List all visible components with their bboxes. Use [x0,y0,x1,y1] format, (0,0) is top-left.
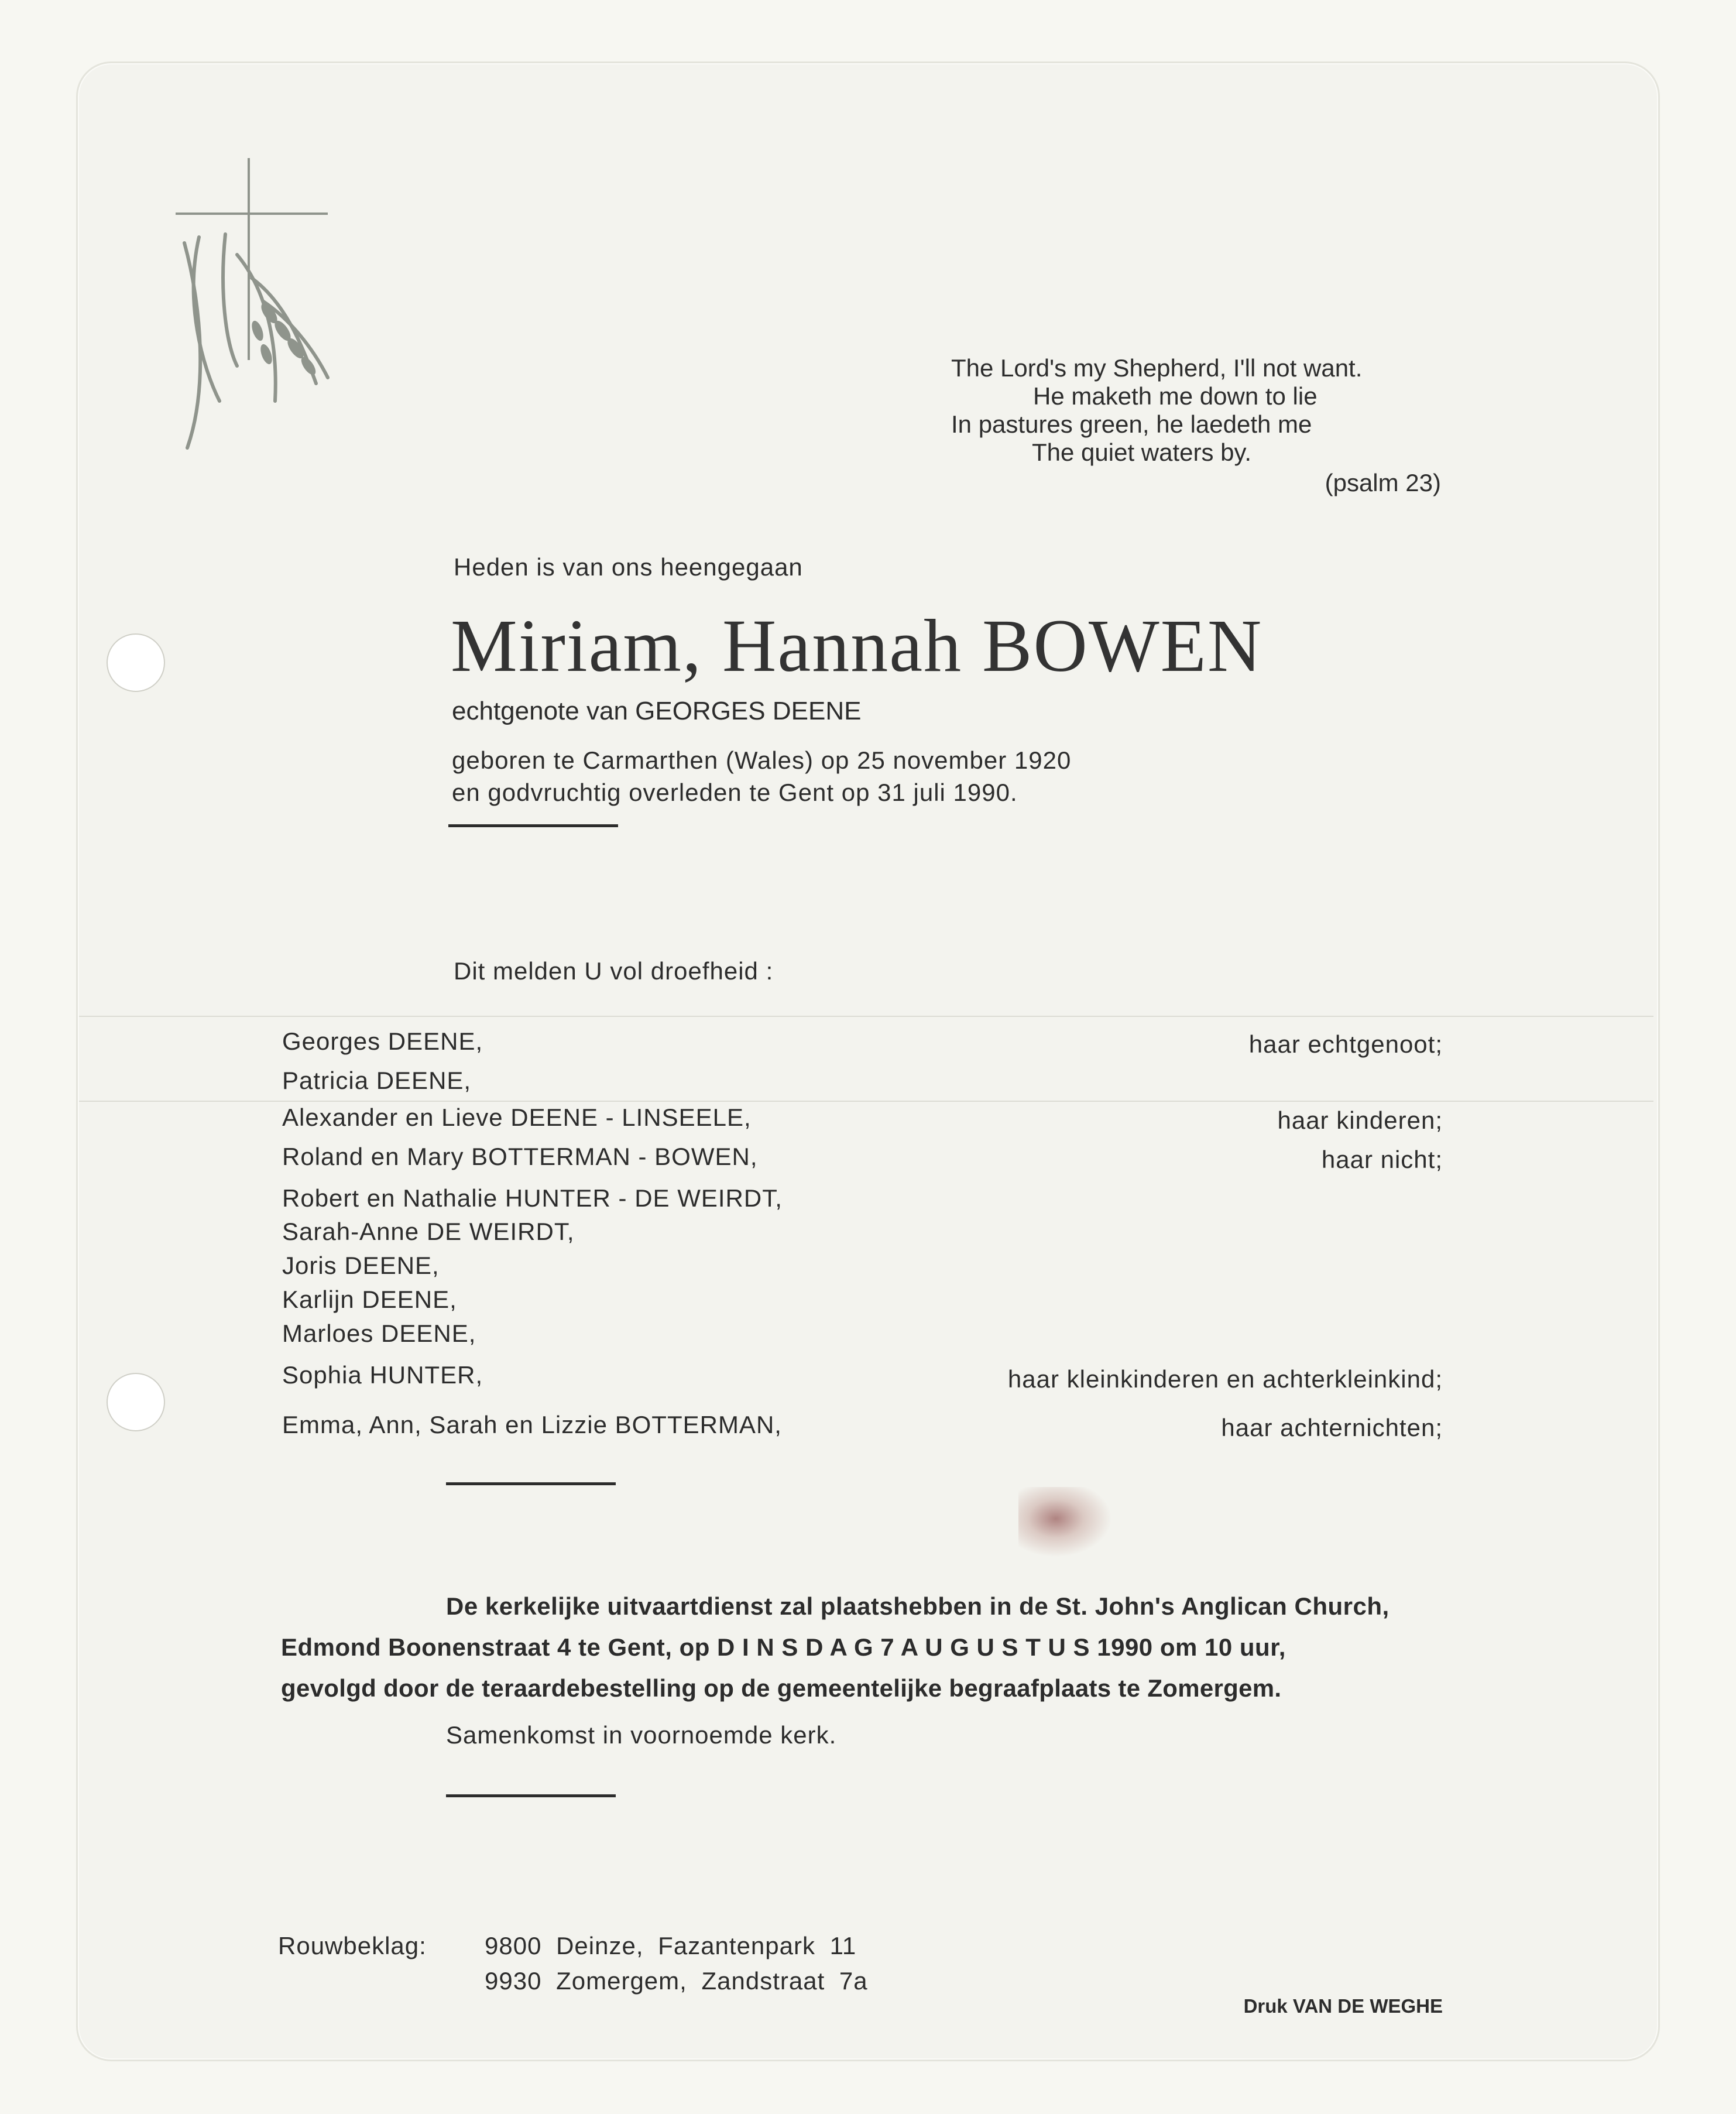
family-name: Sarah-Anne DE WEIRDT, [282,1218,575,1245]
family-name: Robert en Nathalie HUNTER - DE WEIRDT, [282,1184,783,1212]
printer-credit: Druk VAN DE WEGHE [1243,1995,1443,2017]
family-name: Alexander en Lieve DEENE - LINSEELE, [282,1104,752,1131]
verse-line: In pastures green, he laedeth me [951,410,1312,438]
announce-text: Dit melden U vol droefheid : [454,957,774,985]
died-line: en godvruchtig overleden te Gent op 31 juli 1990. [452,779,1018,806]
family-name: Karlijn DEENE, [282,1286,457,1313]
family-relation: haar kleinkinderen en achterkleinkind; [1007,1365,1443,1393]
deceased-name: Miriam, Hannah BOWEN [451,604,1263,687]
cross-with-wheat-icon [149,155,360,460]
divider-rule [446,1482,616,1485]
verse-line: The Lord's my Shepherd, I'll not want. [951,354,1363,382]
intro-text: Heden is van ons heengegaan [454,553,803,581]
condolence-label: Rouwbeklag: [278,1932,427,1959]
punch-hole [107,1373,165,1431]
verse-line: He maketh me down to lie [1033,382,1318,410]
service-line: gevolgd door de teraardebestelling op de gemeentelijke begraafplaats te Zomergem. [281,1674,1282,1702]
family-name: Georges DEENE, [282,1027,483,1055]
divider-rule [446,1794,616,1797]
family-name: Emma, Ann, Sarah en Lizzie BOTTERMAN, [282,1411,782,1438]
family-relation: haar kinderen; [1277,1106,1443,1134]
gathering-text: Samenkomst in voornoemde kerk. [446,1721,837,1749]
fold-line [79,1101,1653,1102]
ink-stain [1018,1487,1112,1557]
punch-hole [107,633,165,692]
family-name: Joris DEENE, [282,1252,440,1279]
born-line: geboren te Carmarthen (Wales) op 25 november 1920 [452,746,1072,774]
condolence-address: 9800 Deinze, Fazantenpark 11 [485,1932,857,1959]
condolence-address: 9930 Zomergem, Zandstraat 7a [485,1967,868,1995]
family-relation: haar nicht; [1321,1146,1443,1173]
service-line: Edmond Boonenstraat 4 te Gent, op D I N S D A G 7 A U G U S T U S 1990 om 10 uur, [281,1633,1286,1661]
service-line: De kerkelijke uitvaartdienst zal plaatshebben in de St. John's Anglican Church, [446,1592,1390,1620]
divider-rule [448,824,618,827]
family-relation: haar achternichten; [1221,1414,1443,1441]
fold-line [79,1016,1653,1017]
verse-line: The quiet waters by. [1032,438,1252,466]
verse-block [951,354,1449,497]
family-name: Marloes DEENE, [282,1320,476,1347]
family-name: Patricia DEENE, [282,1067,472,1094]
spouse-line: echtgenote van GEORGES DEENE [452,697,862,725]
family-name: Sophia HUNTER, [282,1361,483,1389]
verse-reference: (psalm 23) [1325,469,1441,496]
family-name: Roland en Mary BOTTERMAN - BOWEN, [282,1143,758,1170]
family-relation: haar echtgenoot; [1248,1030,1443,1058]
